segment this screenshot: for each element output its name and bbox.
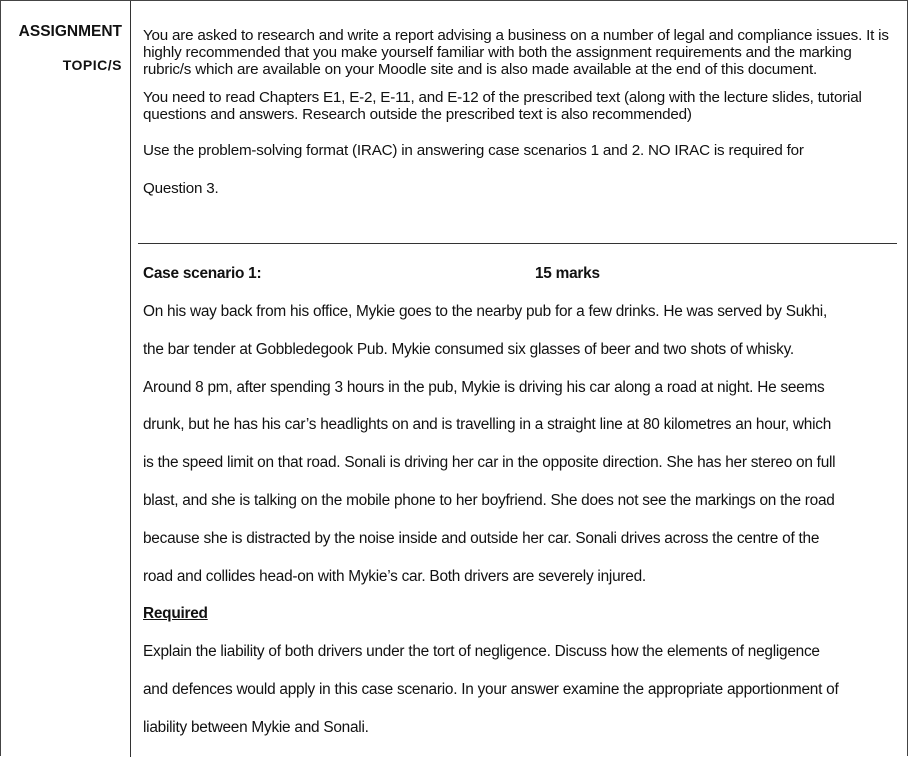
case-title: Case scenario 1:	[143, 265, 262, 282]
required-text-line: Explain the liability of both drivers under the tort of negligence. Discuss how the elements of negligence	[143, 643, 820, 661]
case-text-line: because she is distracted by the noise inside and outside her car. Sonali drives across the centre of the	[143, 529, 820, 547]
intro-paragraph-3-line-1: Use the problem-solving format (IRAC) in answering case scenarios 1 and 2. NO IRAC is required for	[143, 142, 804, 159]
case-text-line: is the speed limit on that road. Sonali is driving her car in the opposite direction. She has her stereo on full	[143, 454, 836, 472]
intro-section	[143, 27, 895, 208]
case-text-line: the bar tender at Gobbledegook Pub. Mykie consumed six glasses of beer and two shots of whisky.	[143, 340, 794, 358]
required-text-line: liability between Mykie and Sonali.	[143, 718, 369, 736]
label-column	[1, 1, 131, 757]
section-divider	[138, 243, 897, 244]
content-column	[132, 1, 908, 757]
case-text-line: road and collides head-on with Mykie’s car. Both drivers are severely injured.	[143, 567, 646, 585]
case-header	[143, 255, 903, 293]
case-scenario-1	[143, 255, 903, 747]
intro-paragraph-1: You are asked to research and write a report advising a business on a number of legal and compliance issues. It is highly recommended that you make yourself familiar with both the assignment requirements and the marking rubric/s which are available on your Moodle site and is also made available at the end of this document.	[143, 27, 889, 78]
assignment-heading: ASSIGNMENT	[18, 23, 122, 40]
case-marks: 15 marks	[535, 265, 600, 282]
case-text-line: blast, and she is talking on the mobile phone to her boyfriend. She does not see the markings on the road	[143, 491, 835, 509]
required-text-line: and defences would apply in this case scenario. In your answer examine the appropriate apportionment of	[143, 680, 839, 698]
case-text-line: drunk, but he has his car’s headlights on and is travelling in a straight line at 80 kilometres an hour, which	[143, 416, 832, 434]
intro-paragraph-2: You need to read Chapters E1, E-2, E-11, and E-12 of the prescribed text (along with the lecture slides, tutorial questions and answers. Research outside the prescribed text is also recommended)	[143, 89, 862, 123]
intro-paragraph-3	[143, 132, 895, 208]
case-text-line: Around 8 pm, after spending 3 hours in the pub, Mykie is driving his car along a road at night. He seems	[143, 378, 825, 396]
case-text-line: On his way back from his office, Mykie goes to the nearby pub for a few drinks. He was served by Sukhi,	[143, 303, 827, 320]
required-label: Required	[143, 605, 208, 623]
topics-heading: TOPIC/S	[62, 57, 122, 73]
intro-paragraph-3-line-2: Question 3.	[143, 180, 219, 197]
